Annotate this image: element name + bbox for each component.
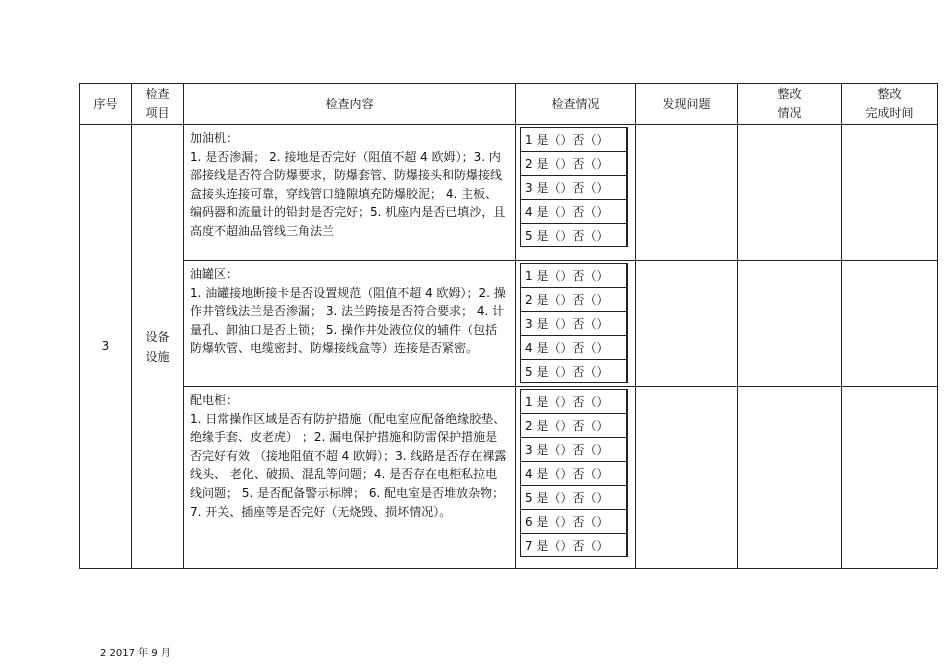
header-completion-time (842, 84, 938, 125)
content-dispenser (184, 125, 516, 261)
check-item: 2 是（）否（） (520, 413, 628, 437)
header-status: 检查情况 (516, 84, 636, 125)
check-item: 1 是（）否（） (520, 389, 628, 413)
check-list (520, 263, 635, 383)
check-item: 2 是（）否（） (520, 151, 628, 175)
status-power-cabinet (516, 387, 636, 569)
completion-time-cell (842, 261, 938, 387)
status-dispenser (516, 125, 636, 261)
check-list (520, 389, 635, 557)
inspection-table (79, 83, 938, 569)
category-line2: 设施 (145, 349, 170, 364)
completion-time-cell (842, 125, 938, 261)
row-category (132, 125, 184, 569)
check-item: 2 是（）否（） (520, 287, 628, 311)
check-item: 1 是（）否（） (520, 127, 628, 151)
header-time-line1: 整改 (877, 87, 902, 101)
header-content: 检查内容 (184, 84, 516, 125)
header-seq: 序号 (80, 84, 132, 125)
header-item-line1: 检查 (145, 87, 170, 101)
section-body: 1. 油罐接地断接卡是否设置规范（阻值不超 4 欧姆）；2. 操作井管线法兰是否渗漏； 3. 法兰跨接是否符合要求； 4. 计量孔、卸油口是否上锁； 5. 操作井处液位仪的辅件（包括防爆软管、电缆密封、防爆接线盒等）连接是否紧密。 (190, 285, 506, 356)
header-time-line2: 完成时间 (865, 106, 914, 120)
table-row (80, 387, 938, 569)
check-item: 3 是（）否（） (520, 437, 628, 461)
check-item: 6 是（）否（） (520, 509, 628, 533)
rectification-cell (738, 125, 842, 261)
category-line1: 设备 (145, 329, 170, 344)
issues-cell (636, 125, 738, 261)
issues-cell (636, 261, 738, 387)
status-tank-area (516, 261, 636, 387)
completion-time-cell (842, 387, 938, 569)
header-item (132, 84, 184, 125)
check-item: 1 是（）否（） (520, 263, 628, 287)
section-body: 1. 是否渗漏； 2. 接地是否完好（阻值不超 4 欧姆）；3. 内部接线是否符合防爆要求，防爆套管、防爆接头和防爆接线盒接头连接可靠，穿线管口缝隙填充防爆胶泥； 4. 主板、编码器和流量计的铅封是否完好；5. 机座内是否已填沙，且高度不超油品管线三角法兰 (190, 149, 506, 238)
check-item: 5 是（）否（） (520, 359, 628, 383)
header-rectification (738, 84, 842, 125)
issues-cell (636, 387, 738, 569)
check-list (520, 127, 635, 247)
row-seq: 3 (80, 125, 132, 569)
page-footer: 2 2017 年 9 月 (100, 648, 171, 659)
content-power-cabinet (184, 387, 516, 569)
rectification-cell (738, 387, 842, 569)
section-title: 油罐区： (190, 267, 239, 281)
rectification-cell (738, 261, 842, 387)
section-title: 配电柜： (190, 393, 239, 407)
check-item: 7 是（）否（） (520, 533, 628, 557)
check-item: 3 是（）否（） (520, 175, 628, 199)
section-body: 1. 日常操作区域是否有防护措施（配电室应配备绝缘胶垫、绝缘手套、皮老虎） ；2. 漏电保护措施和防雷保护措施是否完好有效 （接地阻值不超 4 欧姆）；3. 线路是否存在裸露线头、 老化、破损、混乱等问题；4. 是否存在电柜私拉电线问题； 5. 是否配备警示标牌； 6. 配电室是否堆放杂物； 7. 开关、插座等是否完好（无烧毁、损坏情况）。 (190, 411, 507, 519)
check-item: 4 是（）否（） (520, 335, 628, 359)
table-row (80, 125, 938, 261)
header-rect-line2: 情况 (777, 106, 802, 120)
table-row (80, 261, 938, 387)
header-issues: 发现问题 (636, 84, 738, 125)
check-item: 4 是（）否（） (520, 461, 628, 485)
check-item: 3 是（）否（） (520, 311, 628, 335)
header-item-line2: 项目 (145, 106, 170, 120)
check-item: 5 是（）否（） (520, 223, 628, 247)
section-title: 加油机： (190, 131, 239, 145)
content-tank-area (184, 261, 516, 387)
check-item: 5 是（）否（） (520, 485, 628, 509)
check-item: 4 是（）否（） (520, 199, 628, 223)
header-row (80, 84, 938, 125)
header-rect-line1: 整改 (777, 87, 802, 101)
